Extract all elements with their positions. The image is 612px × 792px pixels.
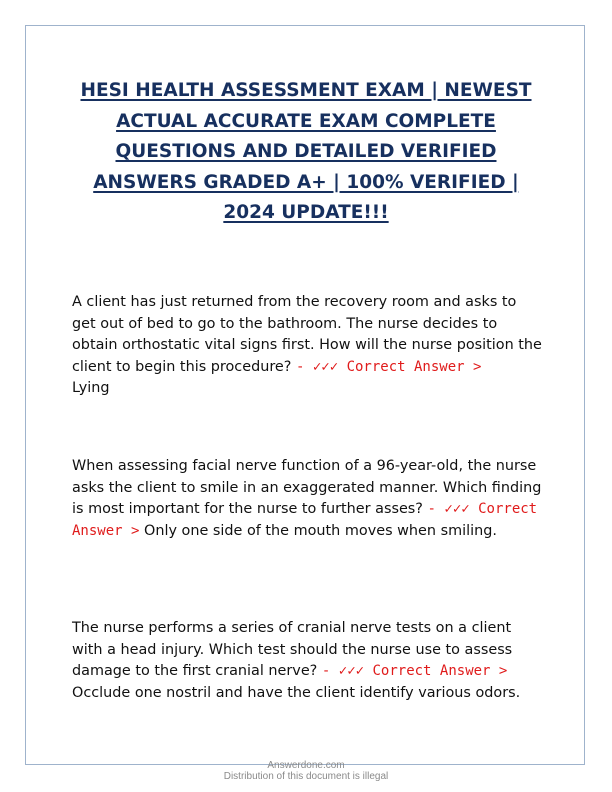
answer-text: Lying <box>72 380 110 397</box>
question-answer-2 <box>72 456 542 542</box>
correct-answer-marker: - ✓✓✓ Correct Answer > <box>321 663 508 680</box>
correct-answer-marker: - ✓✓✓ Correct Answer > <box>72 501 538 539</box>
question-text: When assessing facial nerve function of a 96-year-old, the nurse asks the client to smile in an exaggerated manner. Which finding is most important for the nurse to further asses? <box>72 458 542 518</box>
correct-answer-marker: - ✓✓✓ Correct Answer > <box>296 358 482 375</box>
question-answer-1 <box>72 292 542 400</box>
document-title: HESI HEALTH ASSESSMENT EXAM | NEWEST ACTUAL ACCURATE EXAM COMPLETE QUESTIONS AND DETAILED VERIFIED ANSWERS GRADED A+ | 100% VERIFIED | 2024 UPDATE!!! <box>80 80 532 223</box>
footer-site: Answerdone.com <box>267 760 345 771</box>
footer-notice: Distribution of this document is illegal <box>223 771 389 782</box>
answer-text: Occlude one nostril and have the client identify various odors. <box>72 684 521 701</box>
question-answer-3 <box>72 618 542 704</box>
question-text: The nurse performs a series of cranial nerve tests on a client with a head injury. Which test should the nurse use to assess damage to the first cranial nerve? <box>72 620 513 680</box>
question-text: A client has just returned from the recovery room and asks to get out of bed to go to the bathroom. The nurse decides to obtain orthostatic vital signs first. How will the nurse position the client to begin this procedure? <box>72 294 542 375</box>
answer-text: Only one side of the mouth moves when smiling. <box>144 522 497 539</box>
